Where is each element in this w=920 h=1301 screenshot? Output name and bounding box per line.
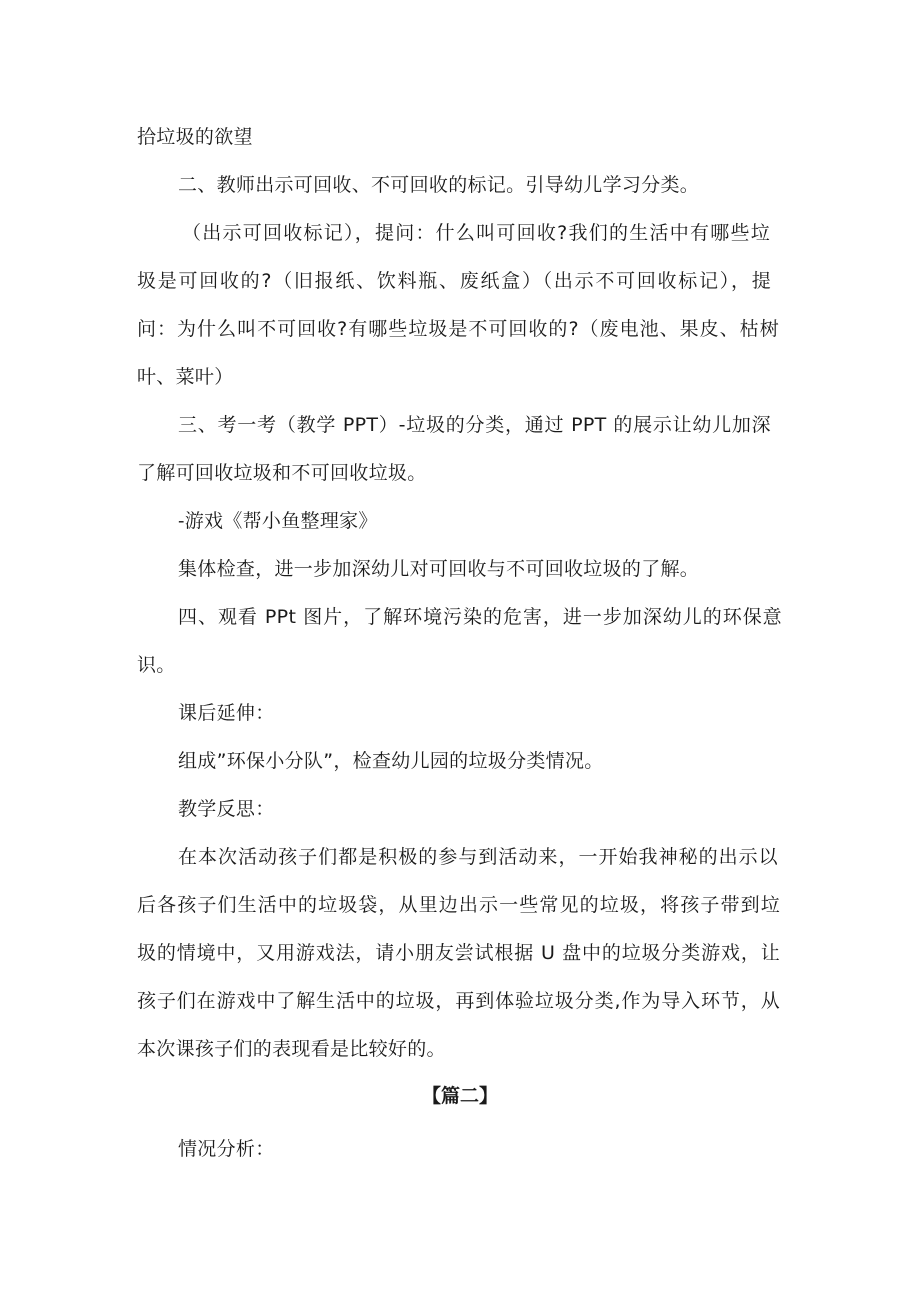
text-line-5-content: 问：为什么叫不可回收?有哪些垃圾是不可回收的?（废电池、果皮、枯树	[137, 318, 779, 340]
text-line-3	[182, 220, 770, 246]
text-line-19	[137, 988, 780, 1014]
text-line-9: -游戏《帮小鱼整理家》	[178, 510, 378, 532]
text-line-18	[137, 940, 780, 966]
section-heading: 【篇二】	[421, 1085, 498, 1107]
text-line-11	[178, 604, 782, 630]
text-line-16	[178, 844, 778, 870]
text-line-17-content: 后各孩子们生活中的垃圾袋，从里边出示一些常见的垃圾，将孩子带到垃	[137, 894, 780, 916]
text-line-18-content: 圾的情境中，又用游戏法，请小朋友尝试根据 U 盘中的垃圾分类游戏，让	[137, 942, 780, 964]
subheading: 情况分析：	[178, 1138, 275, 1160]
text-line-6: 叶、菜叶）	[137, 366, 234, 388]
text-line-7	[178, 412, 771, 438]
text-line-1: 拾垃圾的欲望	[137, 126, 253, 148]
text-line-13: 课后延伸：	[178, 702, 275, 724]
text-line-15: 教学反思：	[178, 798, 275, 820]
text-line-11-content: 四、观看 PPt 图片，了解环境污染的危害，进一步加深幼儿的环保意	[178, 606, 782, 628]
text-line-4	[137, 268, 771, 294]
text-line-14: 组成”环保小分队”，检查幼儿园的垃圾分类情况。	[178, 750, 604, 772]
text-line-2: 二、教师出示可回收、不可回收的标记。引导幼儿学习分类。	[178, 174, 700, 196]
text-line-16-content: 在本次活动孩子们都是积极的参与到活动来，一开始我神秘的出示以	[178, 846, 778, 868]
text-line-20: 本次课孩子们的表现看是比较好的。	[137, 1038, 446, 1060]
text-line-4-content: 圾是可回收的?（旧报纸、饮料瓶、废纸盒）（出示不可回收标记），提	[137, 270, 771, 292]
text-line-10: 集体检查，进一步加深幼儿对可回收与不可回收垃圾的了解。	[178, 558, 700, 580]
text-line-8: 了解可回收垃圾和不可回收垃圾。	[137, 462, 427, 484]
text-line-12: 识。	[137, 654, 176, 676]
text-line-3-content: （出示可回收标记），提问：什么叫可回收?我们的生活中有哪些垃	[182, 222, 770, 244]
text-line-17	[137, 892, 780, 918]
text-line-5	[137, 316, 779, 342]
text-line-7-content: 三、考一考（教学 PPT）-垃圾的分类，通过 PPT 的展示让幼儿加深	[178, 414, 771, 436]
text-line-19-content: 孩子们在游戏中了解生活中的垃圾，再到体验垃圾分类,作为导入环节，从	[137, 990, 780, 1012]
